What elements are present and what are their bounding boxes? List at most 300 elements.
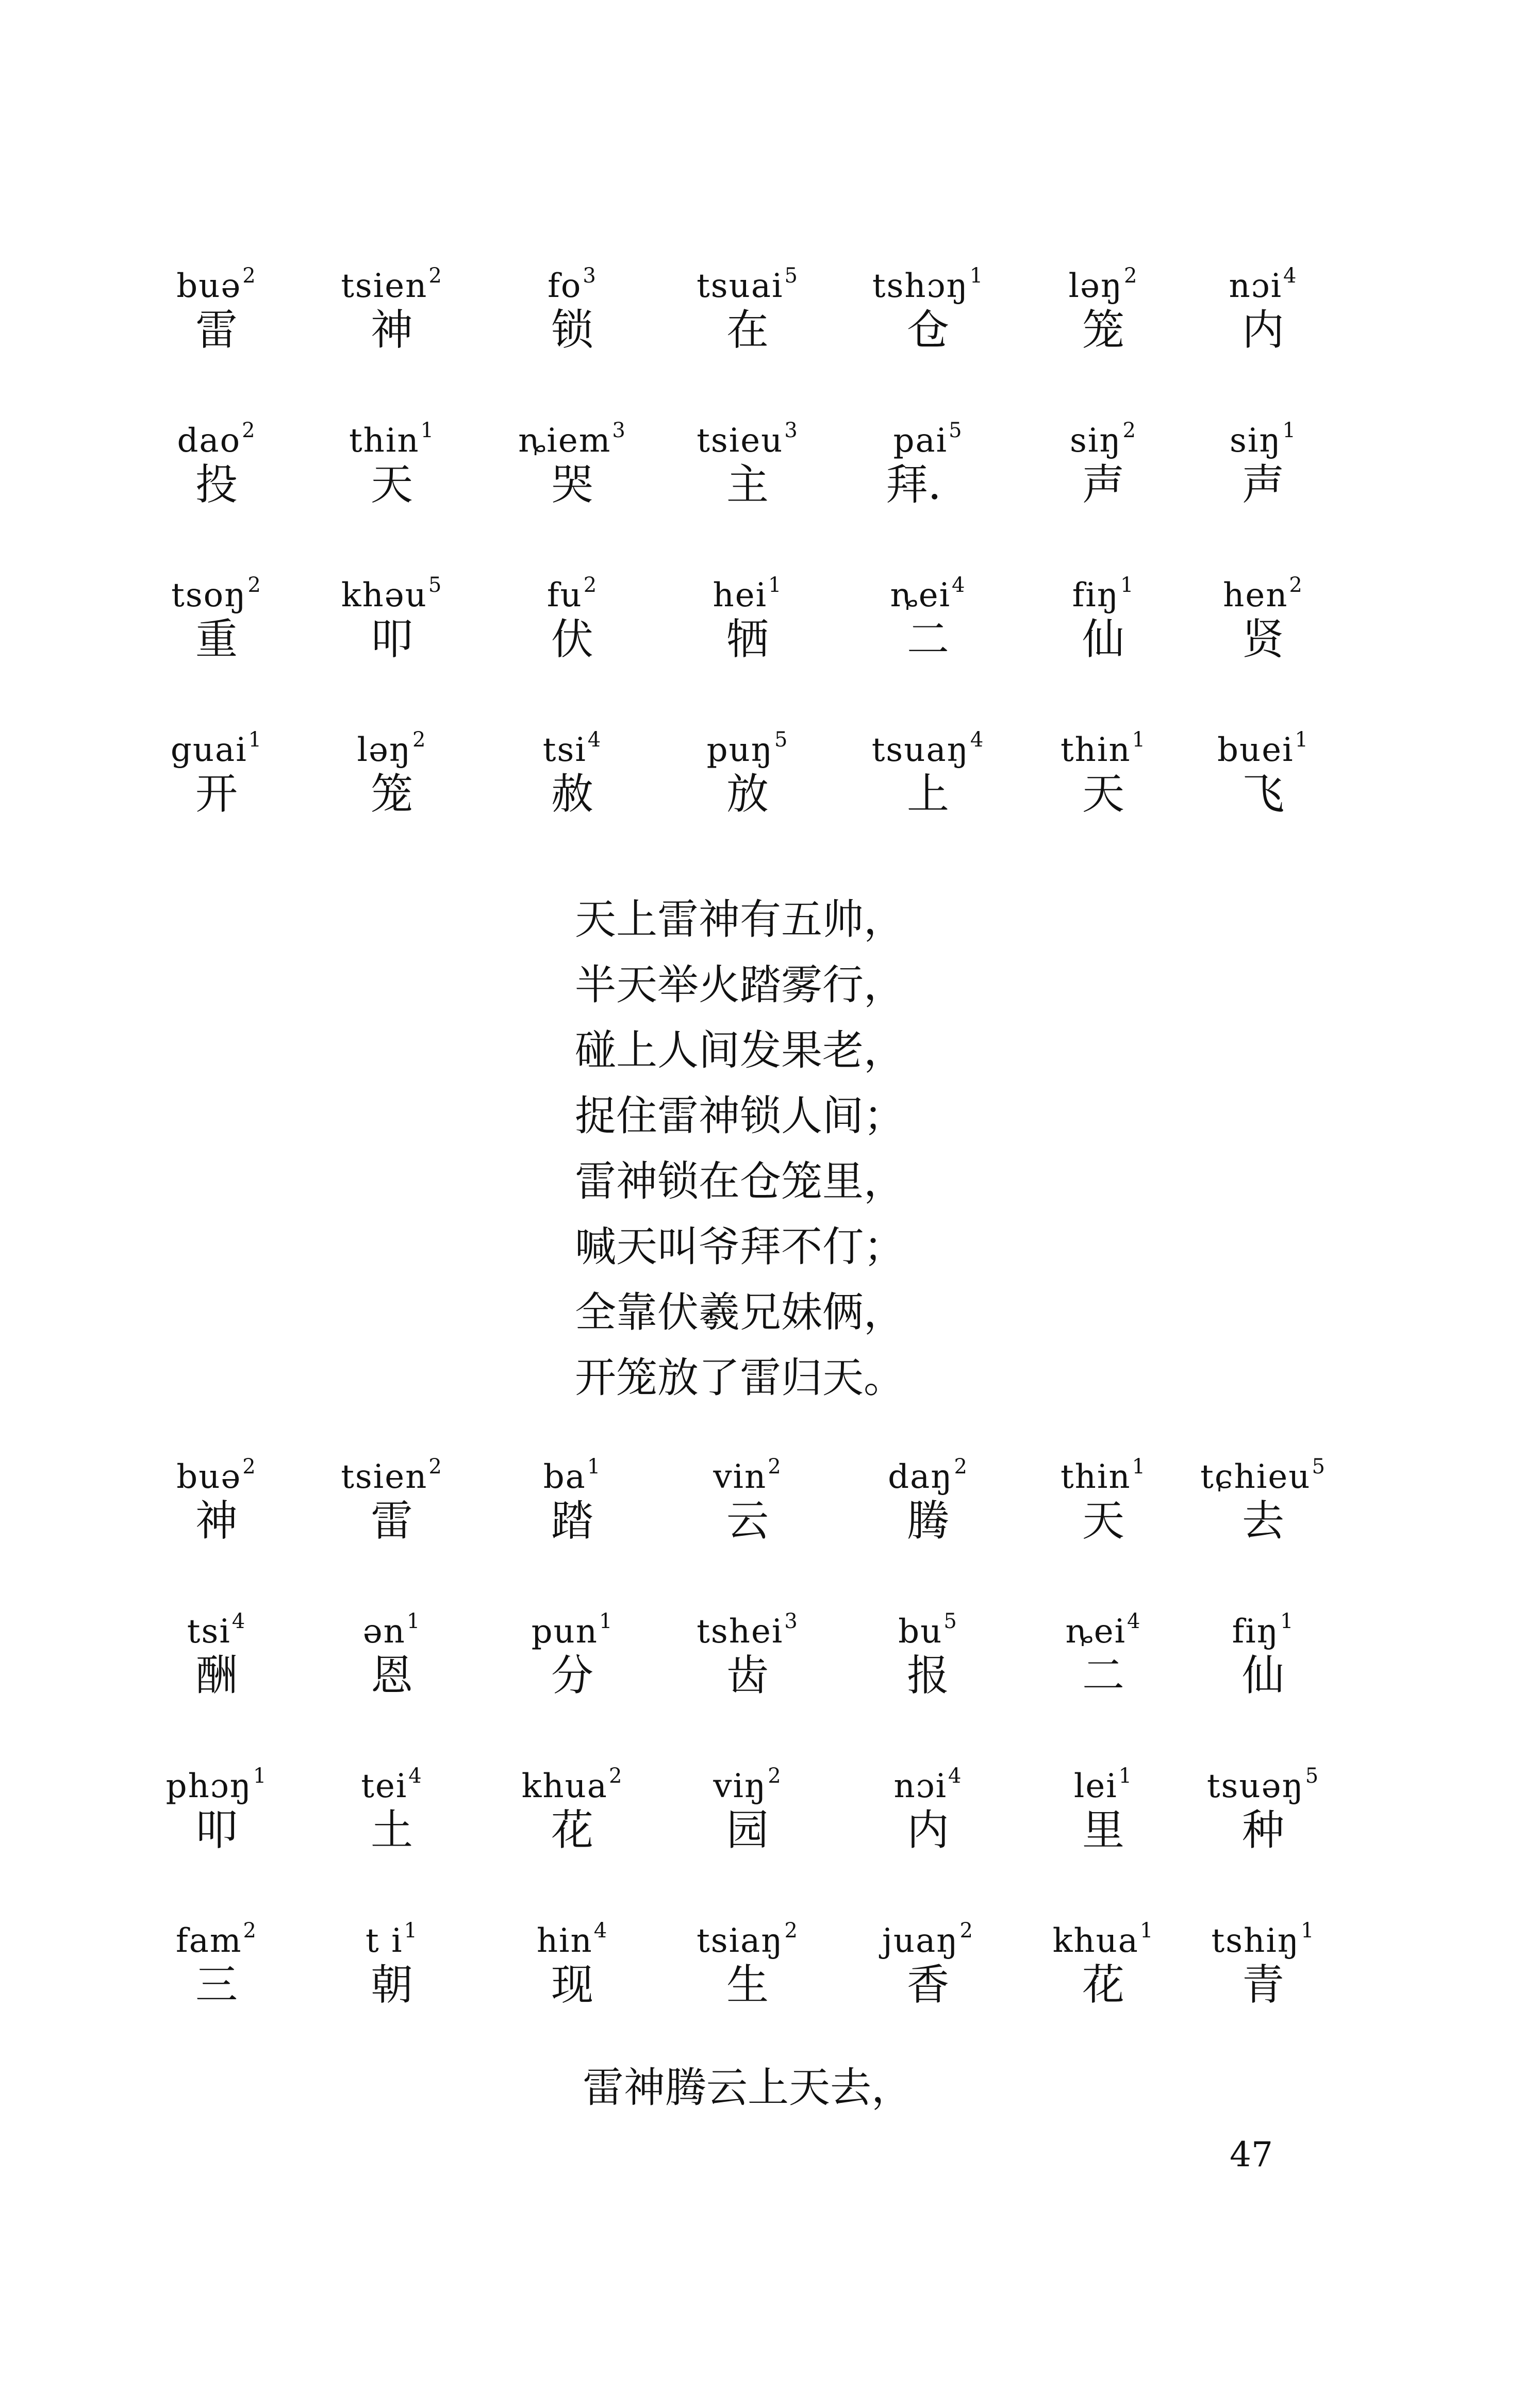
romanization	[670, 1753, 825, 1805]
interlinear-cell	[139, 1598, 294, 1704]
tone-number: 5	[949, 419, 963, 442]
chinese-character: 青	[1241, 1961, 1284, 2010]
tone-number: 1	[587, 1455, 602, 1479]
interlinear-cell	[670, 1443, 825, 1550]
romanization	[139, 1443, 294, 1496]
interlinear-cell	[495, 253, 650, 359]
chinese-character: 齿	[726, 1651, 769, 1700]
romanization	[1186, 1443, 1340, 1496]
tone-number: 1	[1120, 573, 1135, 597]
chinese-character: 分	[551, 1651, 593, 1700]
chinese-character: 园	[726, 1806, 769, 1855]
tone-number: 4	[231, 1609, 246, 1633]
tone-number: 4	[1127, 1609, 1141, 1633]
romanization	[670, 1443, 825, 1496]
romanization	[851, 253, 1005, 305]
tone-number: 2	[583, 573, 598, 597]
chinese-character: 恩	[370, 1651, 413, 1700]
romanization	[314, 1753, 469, 1805]
chinese-character: 踏	[551, 1497, 593, 1546]
romanization	[139, 562, 294, 615]
romanization-syllable: lei	[1073, 1767, 1118, 1805]
tone-number: 1	[768, 573, 783, 597]
romanization-syllable: hen	[1223, 576, 1288, 615]
romanization	[314, 1443, 469, 1496]
romanization-syllable: buə	[176, 267, 242, 305]
tone-number: 2	[959, 1919, 974, 1943]
interlinear-cell	[1026, 562, 1181, 668]
tone-number: 2	[428, 1455, 443, 1479]
interlinear-cell	[495, 717, 650, 823]
tone-number: 2	[243, 1919, 257, 1943]
tone-number: 1	[404, 1919, 418, 1943]
romanization	[495, 717, 650, 769]
tone-number: 1	[1282, 419, 1297, 442]
verse-row	[176, 1443, 1340, 1598]
romanization	[314, 717, 469, 769]
chinese-character: 天	[370, 460, 413, 509]
chinese-character: 种	[1241, 1806, 1284, 1855]
chinese-character: 锁	[551, 306, 593, 355]
interlinear-cell	[314, 717, 469, 823]
poem-line: 开笼放了雷归天。	[575, 1354, 905, 1402]
romanization-syllable: tsiaŋ	[697, 1922, 784, 1960]
chinese-character: 报	[906, 1651, 949, 1700]
tone-number: 1	[248, 728, 263, 752]
romanization	[495, 1598, 650, 1651]
chinese-character: 腾	[906, 1497, 949, 1546]
interlinear-cell	[851, 1753, 1005, 1859]
tone-number: 4	[1283, 264, 1298, 288]
chinese-character: 现	[551, 1961, 593, 2010]
romanization-syllable: daŋ	[888, 1458, 953, 1496]
romanization-syllable: viŋ	[713, 1767, 767, 1805]
chinese-character: 投	[195, 460, 238, 509]
romanization-syllable: hin	[536, 1922, 593, 1960]
tone-number: 5	[943, 1609, 958, 1633]
interlinear-cell	[495, 1907, 650, 2014]
romanization	[1026, 1907, 1181, 1960]
romanization-syllable: bu	[898, 1613, 943, 1651]
verse-row	[176, 253, 1340, 407]
tone-number: 2	[242, 419, 256, 442]
chinese-character: 伏	[551, 615, 593, 664]
romanization	[495, 1753, 650, 1805]
translation-poem	[575, 887, 1090, 1410]
romanization-syllable: thin	[349, 422, 420, 460]
interlinear-cell	[139, 562, 294, 668]
romanization	[851, 562, 1005, 615]
chinese-character: 飞	[1241, 770, 1284, 819]
romanization	[495, 253, 650, 305]
chinese-character: 香	[906, 1961, 949, 2010]
tone-number: 4	[593, 1919, 608, 1943]
tone-number: 3	[612, 419, 626, 442]
romanization	[670, 1907, 825, 1960]
interlinear-cell	[139, 717, 294, 823]
interlinear-cell	[495, 1598, 650, 1704]
romanization-syllable: khəu	[341, 576, 427, 615]
tone-number: 5	[428, 573, 443, 597]
romanization-syllable: thin	[1060, 731, 1131, 769]
interlinear-cell	[495, 1753, 650, 1859]
romanization-syllable: nɔi	[893, 1767, 948, 1805]
chinese-character: 笼	[1082, 306, 1124, 355]
romanization	[1026, 253, 1181, 305]
chinese-character: 牺	[726, 615, 769, 664]
romanization	[851, 407, 1005, 460]
romanization	[1026, 407, 1181, 460]
tone-number: 1	[599, 1609, 614, 1633]
romanization	[1026, 717, 1181, 769]
poem-line: 雷神锁在仓笼里，	[575, 1157, 905, 1205]
chinese-character: 声	[1082, 460, 1124, 509]
chinese-character: 内	[1241, 306, 1284, 355]
tone-number: 2	[242, 1455, 257, 1479]
romanization-syllable: siŋ	[1230, 422, 1282, 460]
interlinear-cell	[670, 1598, 825, 1704]
romanization	[1186, 1753, 1340, 1805]
romanization	[670, 407, 825, 460]
romanization-syllable: khua	[521, 1767, 608, 1805]
romanization	[495, 1907, 650, 1960]
interlinear-cell	[851, 1443, 1005, 1550]
romanization	[139, 1598, 294, 1651]
verse-row	[170, 717, 1340, 871]
tone-number: 2	[768, 1764, 782, 1788]
tone-number: 1	[1132, 728, 1147, 752]
romanization	[1026, 562, 1181, 615]
romanization	[670, 717, 825, 769]
romanization-syllable: tsoŋ	[171, 576, 247, 615]
romanization-syllable: ȵei	[1065, 1613, 1127, 1651]
romanization-syllable: phɔŋ	[165, 1767, 252, 1805]
interlinear-cell	[314, 253, 469, 359]
romanization-syllable: juaŋ	[882, 1922, 959, 1960]
chinese-character: 笼	[370, 770, 413, 819]
chinese-character: 仙	[1241, 1651, 1284, 1700]
romanization	[1186, 1907, 1340, 1960]
romanization-syllable: ba	[543, 1458, 586, 1496]
chinese-character: 在	[726, 306, 769, 355]
tone-number: 3	[583, 264, 597, 288]
romanization-syllable: khua	[1052, 1922, 1139, 1960]
interlinear-cell	[139, 253, 294, 359]
interlinear-cell	[314, 562, 469, 668]
chinese-character: 云	[726, 1497, 769, 1546]
tone-number: 2	[768, 1455, 782, 1479]
tone-number: 2	[954, 1455, 968, 1479]
chinese-character: 贤	[1241, 615, 1284, 664]
interlinear-cell	[139, 407, 294, 513]
tone-number: 2	[1289, 573, 1303, 597]
romanization	[139, 1753, 294, 1805]
interlinear-cell	[139, 1753, 294, 1859]
interlinear-cell	[139, 1907, 294, 2014]
romanization-syllable: siŋ	[1070, 422, 1122, 460]
tone-number: 2	[1122, 419, 1137, 442]
tone-number: 2	[428, 264, 443, 288]
interlinear-cell	[851, 717, 1005, 823]
tone-number: 4	[970, 728, 985, 752]
tone-number: 1	[1132, 1455, 1147, 1479]
romanization-syllable: nɔi	[1229, 267, 1283, 305]
interlinear-cell	[1186, 253, 1340, 359]
interlinear-cell	[670, 253, 825, 359]
interlinear-cell	[1026, 1443, 1181, 1550]
chinese-character: 雷	[195, 306, 238, 355]
chinese-character: 仓	[906, 306, 949, 355]
romanization	[314, 1907, 469, 1960]
romanization-syllable: tsuəŋ	[1206, 1767, 1304, 1805]
interlinear-cell	[851, 407, 1005, 513]
romanization	[851, 1598, 1005, 1651]
romanization-syllable: tsi	[187, 1613, 231, 1651]
chinese-character: 内	[906, 1806, 949, 1855]
chinese-character: 酬	[195, 1651, 238, 1700]
tone-number: 1	[969, 264, 984, 288]
tone-number: 4	[952, 573, 966, 597]
tone-number: 5	[1305, 1764, 1320, 1788]
romanization	[139, 407, 294, 460]
interlinear-cell	[314, 1443, 469, 1550]
chinese-character: 哭	[551, 460, 593, 509]
interlinear-cell	[851, 253, 1005, 359]
romanization-syllable: fiŋ	[1072, 576, 1119, 615]
romanization	[851, 1907, 1005, 1960]
chinese-character: 声	[1241, 460, 1284, 509]
romanization	[495, 1443, 650, 1496]
romanization	[314, 1598, 469, 1651]
tone-number: 3	[784, 1609, 799, 1633]
tone-number: 1	[1295, 728, 1309, 752]
romanization-syllable: buə	[176, 1458, 242, 1496]
romanization-syllable: hei	[713, 576, 768, 615]
romanization	[314, 562, 469, 615]
chinese-character: 赦	[551, 770, 593, 819]
romanization	[495, 407, 650, 460]
romanization-syllable: fu	[547, 576, 583, 615]
romanization-syllable: t i	[366, 1922, 403, 1960]
romanization	[1186, 407, 1340, 460]
interlinear-cell	[314, 1598, 469, 1704]
chinese-character: 土	[370, 1806, 413, 1855]
tone-number: 1	[1118, 1764, 1133, 1788]
romanization	[139, 717, 294, 769]
romanization-syllable: puŋ	[706, 731, 773, 769]
interlinear-cell	[1026, 253, 1181, 359]
romanization-syllable: dao	[177, 422, 241, 460]
romanization-syllable: pai	[893, 422, 948, 460]
tone-number: 2	[247, 573, 262, 597]
interlinear-cell	[1186, 562, 1340, 668]
verse-row	[171, 562, 1340, 717]
tone-number: 5	[784, 264, 799, 288]
interlinear-cell	[1186, 717, 1340, 823]
poem-line: 全靠伏羲兄妹俩，	[575, 1288, 905, 1336]
chinese-character: 主	[726, 460, 769, 509]
romanization-syllable: tsi	[542, 731, 587, 769]
tone-number: 2	[608, 1764, 623, 1788]
romanization	[314, 253, 469, 305]
romanization	[495, 562, 650, 615]
poem-line: 碰上人间发果老，	[575, 1026, 905, 1074]
chinese-character: 花	[551, 1806, 593, 1855]
chinese-character: 生	[726, 1961, 769, 2010]
chinese-character: 上	[906, 770, 949, 819]
interlinear-cell	[495, 407, 650, 513]
tone-number: 4	[408, 1764, 423, 1788]
tone-number: 3	[784, 419, 799, 442]
chinese-character: 拜．	[885, 460, 970, 509]
poem-line: 天上雷神有五帅，	[575, 895, 905, 943]
verse-row	[177, 407, 1340, 562]
chinese-character: 叩	[195, 1806, 238, 1855]
interlinear-cell	[1026, 1598, 1181, 1704]
interlinear-cell	[1026, 407, 1181, 513]
chinese-character: 神	[370, 306, 413, 355]
tone-number: 1	[1301, 1919, 1315, 1943]
romanization-syllable: tshɔŋ	[872, 267, 969, 305]
chinese-character: 神	[195, 1497, 238, 1546]
interlinear-cell	[1026, 1753, 1181, 1859]
tone-number: 2	[784, 1919, 799, 1943]
tone-number: 2	[1124, 264, 1138, 288]
interlinear-cell	[1026, 1907, 1181, 2014]
interlinear-cell	[1186, 1907, 1340, 2014]
interlinear-cell	[670, 407, 825, 513]
interlinear-cell	[139, 1443, 294, 1550]
interlinear-cell	[670, 1753, 825, 1859]
chinese-character: 叩	[370, 615, 413, 664]
tone-number: 1	[420, 419, 435, 442]
romanization	[670, 253, 825, 305]
trailing-poem-line: 雷神腾云上天去，	[583, 2064, 913, 2112]
romanization-syllable: tsien	[341, 267, 428, 305]
chinese-character: 重	[195, 615, 238, 664]
poem-line: 喊天叫爷拜不仃；	[575, 1223, 905, 1271]
romanization-syllable: tei	[361, 1767, 408, 1805]
romanization-syllable: thin	[1060, 1458, 1131, 1496]
tone-number: 1	[1280, 1609, 1295, 1633]
chinese-character: 二	[1082, 1651, 1124, 1700]
interlinear-cell	[670, 562, 825, 668]
interlinear-cell	[1186, 407, 1340, 513]
interlinear-cell	[314, 1753, 469, 1859]
romanization	[851, 1443, 1005, 1496]
romanization-syllable: buei	[1217, 731, 1294, 769]
interlinear-section-two	[165, 1443, 1340, 2062]
tone-number: 4	[948, 1764, 963, 1788]
romanization	[1026, 1598, 1181, 1651]
romanization-syllable: ləŋ	[357, 731, 412, 769]
interlinear-cell	[495, 1443, 650, 1550]
romanization-syllable: ȵiem	[518, 422, 611, 460]
romanization-syllable: tɕhieu	[1200, 1458, 1311, 1496]
interlinear-cell	[314, 1907, 469, 2014]
romanization	[139, 1907, 294, 1960]
romanization-syllable: fiŋ	[1232, 1613, 1279, 1651]
tone-number: 2	[242, 264, 257, 288]
interlinear-cell	[1186, 1598, 1340, 1704]
romanization-syllable: vin	[713, 1458, 767, 1496]
page-number: 47	[1230, 2135, 1273, 2175]
romanization	[1026, 1753, 1181, 1805]
romanization	[139, 253, 294, 305]
romanization-syllable: tshei	[697, 1613, 784, 1651]
romanization-syllable: fam	[176, 1922, 242, 1960]
romanization	[1186, 562, 1340, 615]
interlinear-cell	[1186, 1443, 1340, 1550]
tone-number: 1	[1139, 1919, 1154, 1943]
chinese-character: 朝	[370, 1961, 413, 2010]
chinese-character: 花	[1082, 1961, 1124, 2010]
chinese-character: 二	[906, 615, 949, 664]
poem-line: 半天举火踏雾行，	[575, 961, 905, 1009]
interlinear-cell	[670, 717, 825, 823]
romanization-syllable: ȵei	[890, 576, 951, 615]
romanization	[670, 1598, 825, 1651]
romanization-syllable: fo	[548, 267, 582, 305]
romanization-syllable: tsieu	[697, 422, 784, 460]
tone-number: 2	[412, 728, 427, 752]
romanization	[1186, 1598, 1340, 1651]
romanization	[1186, 717, 1340, 769]
tone-number: 1	[253, 1764, 268, 1788]
interlinear-cell	[314, 407, 469, 513]
romanization	[670, 562, 825, 615]
romanization-syllable: ləŋ	[1068, 267, 1123, 305]
romanization-syllable: tsuaŋ	[871, 731, 969, 769]
interlinear-cell	[851, 1907, 1005, 2014]
interlinear-cell	[1026, 717, 1181, 823]
chinese-character: 天	[1082, 1497, 1124, 1546]
romanization-syllable: ən	[362, 1613, 406, 1651]
verse-row	[176, 1907, 1340, 2062]
chinese-character: 仙	[1082, 615, 1124, 664]
romanization-syllable: pun	[531, 1613, 598, 1651]
interlinear-section-one	[170, 253, 1340, 871]
verse-row	[187, 1598, 1340, 1753]
interlinear-cell	[670, 1907, 825, 2014]
chinese-character: 去	[1241, 1497, 1284, 1546]
chinese-character: 里	[1082, 1806, 1124, 1855]
romanization	[314, 407, 469, 460]
romanization-syllable: tshiŋ	[1211, 1922, 1300, 1960]
romanization	[851, 717, 1005, 769]
interlinear-cell	[851, 1598, 1005, 1704]
tone-number: 5	[1312, 1455, 1326, 1479]
chinese-character: 天	[1082, 770, 1124, 819]
chinese-character: 开	[195, 770, 238, 819]
romanization	[1186, 253, 1340, 305]
verse-row	[165, 1753, 1340, 1907]
romanization-syllable: guai	[170, 731, 247, 769]
poem-line: 捉住雷神锁人间；	[575, 1092, 905, 1140]
romanization-syllable: tsien	[341, 1458, 428, 1496]
interlinear-cell	[495, 562, 650, 668]
tone-number: 5	[774, 728, 789, 752]
romanization	[1026, 1443, 1181, 1496]
interlinear-cell	[1186, 1753, 1340, 1859]
interlinear-cell	[851, 562, 1005, 668]
chinese-character: 雷	[370, 1497, 413, 1546]
tone-number: 1	[406, 1609, 421, 1633]
romanization	[851, 1753, 1005, 1805]
romanization-syllable: tsuai	[697, 267, 784, 305]
chinese-character: 放	[726, 770, 769, 819]
chinese-character: 三	[195, 1961, 238, 2010]
